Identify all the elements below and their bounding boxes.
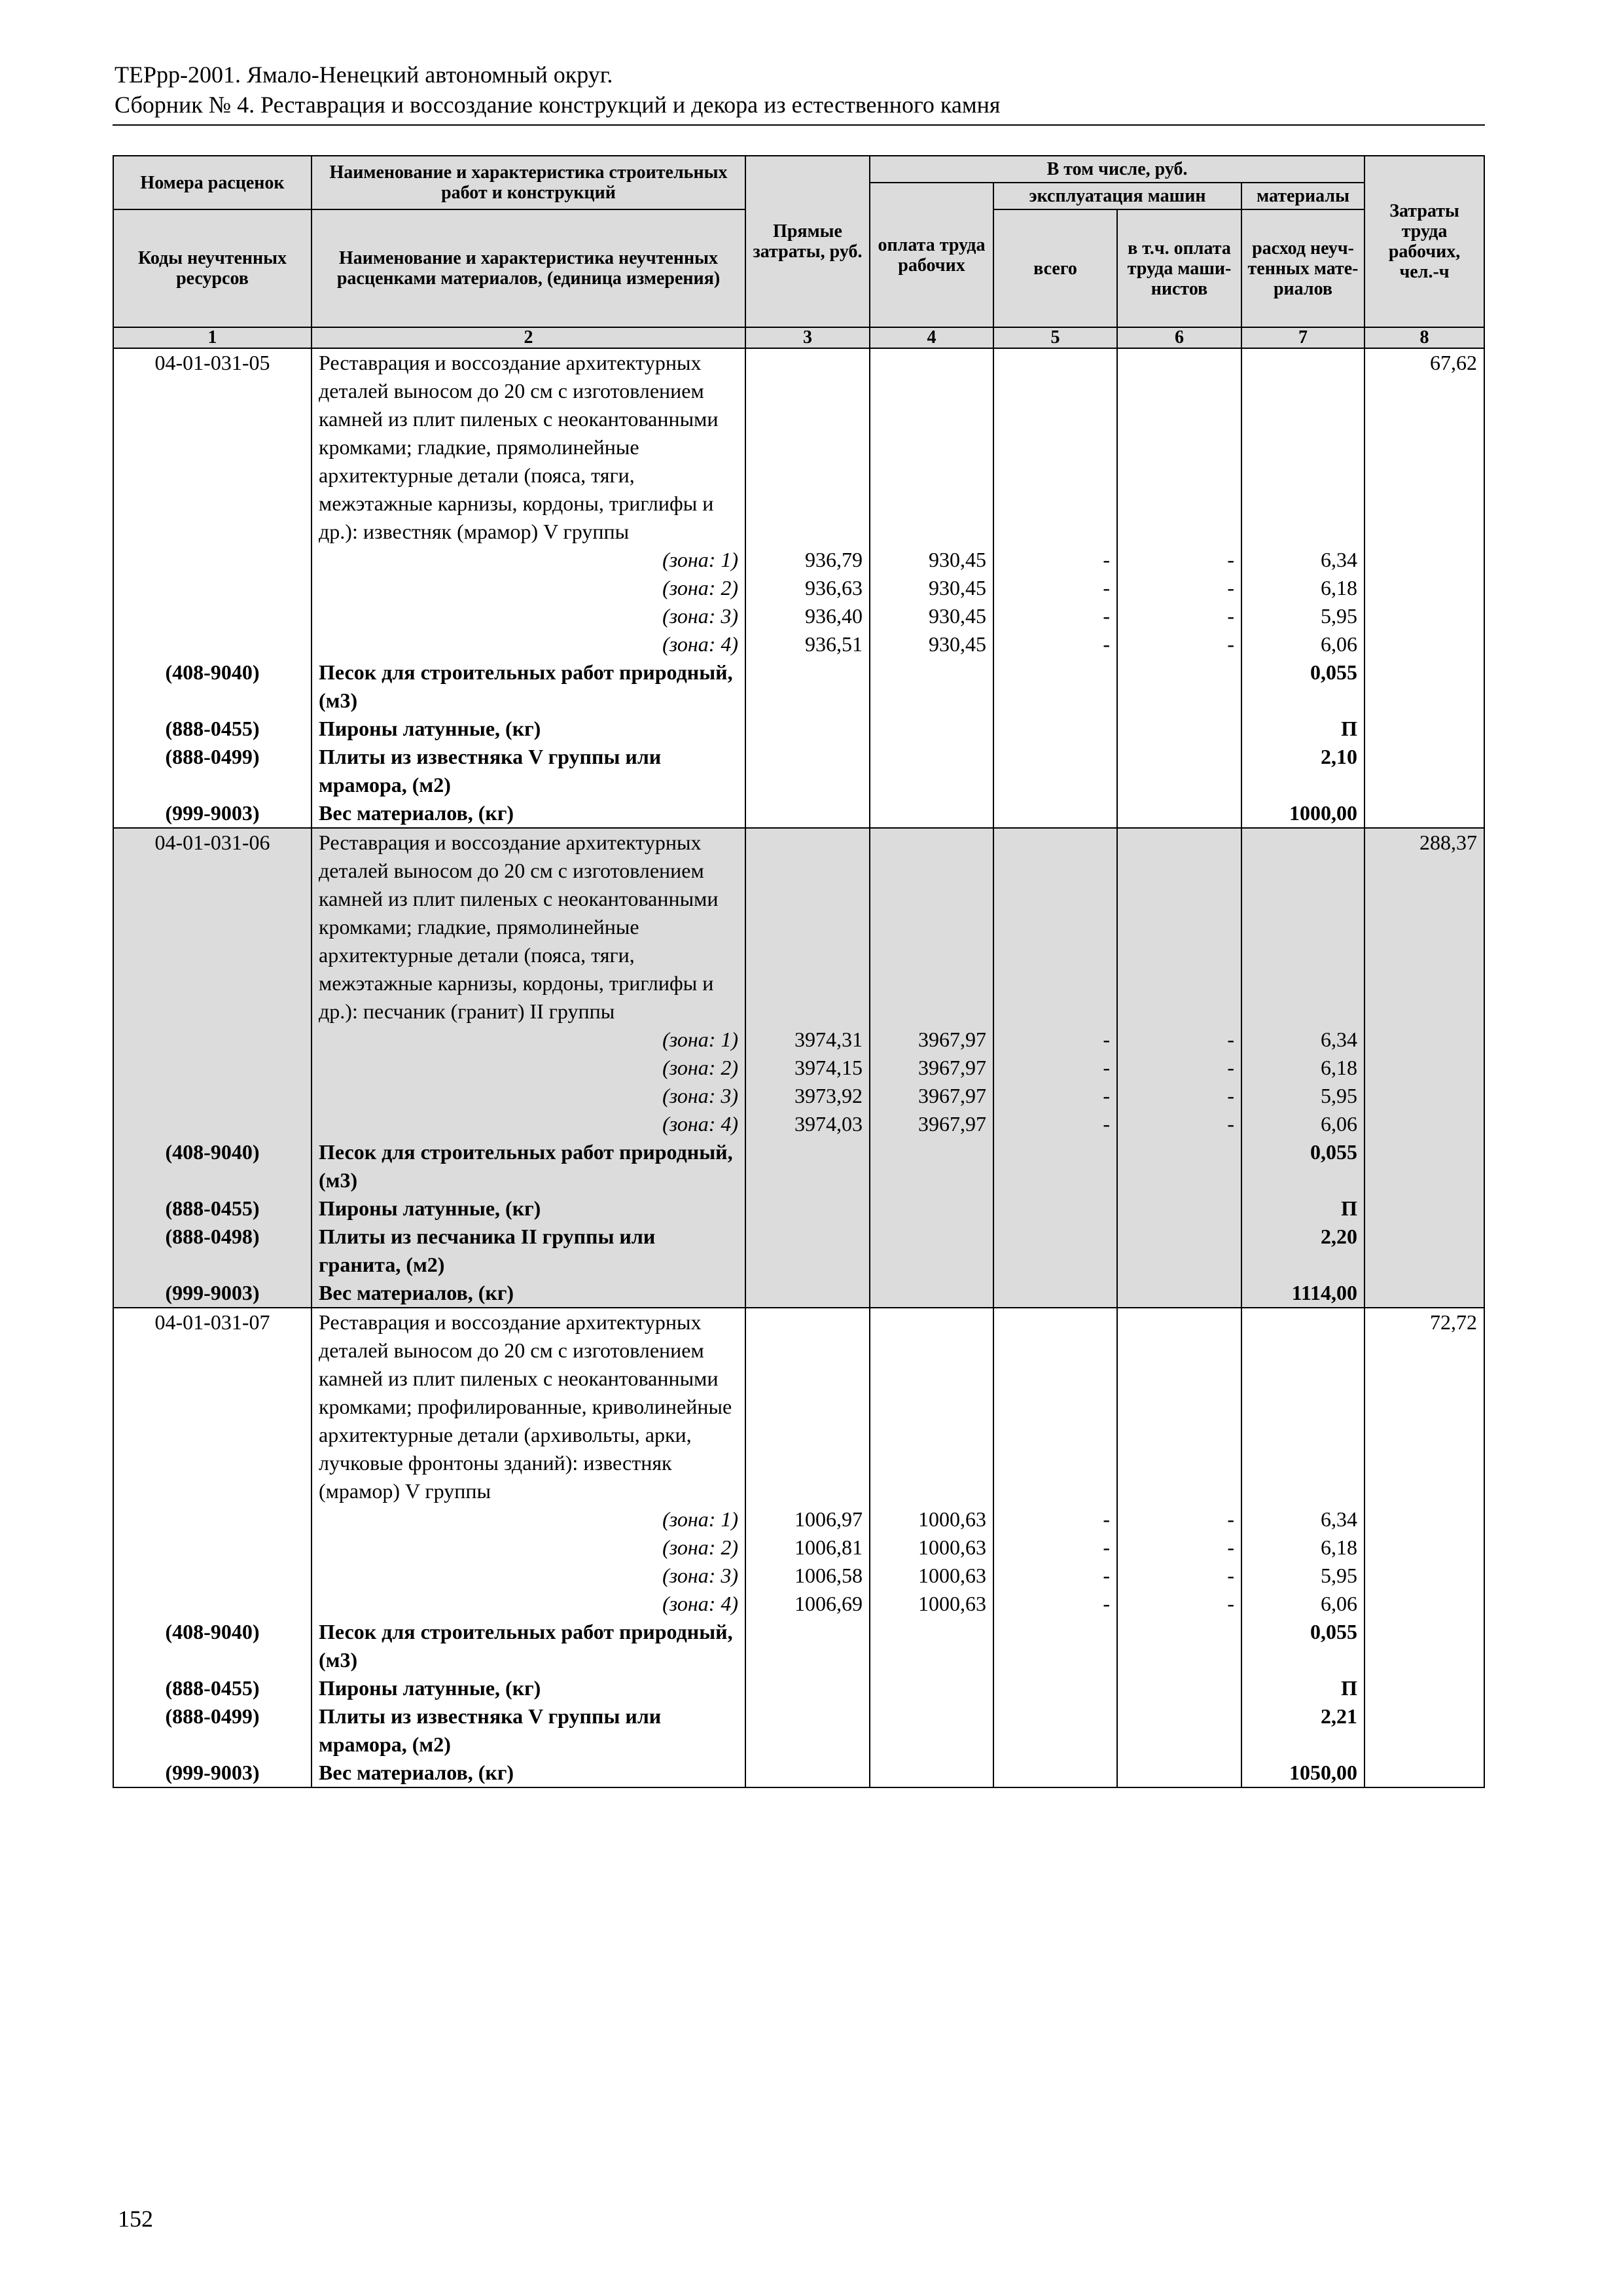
resource-code: (408-9040)	[113, 1138, 312, 1194]
worker-pay: 930,45	[870, 602, 993, 630]
machines-total: -	[993, 546, 1117, 574]
direct-cost: 3974,31	[745, 1026, 870, 1054]
empty-cell	[1117, 1194, 1241, 1223]
material-row	[113, 715, 1484, 743]
zone-row	[113, 630, 1484, 658]
material-consumption: 1114,00	[1241, 1279, 1364, 1308]
empty-cell	[1364, 1674, 1484, 1702]
zone-label: (зона: 4)	[312, 630, 745, 658]
material-row	[113, 1618, 1484, 1674]
worker-pay: 930,45	[870, 574, 993, 602]
zone-label: (зона: 1)	[312, 546, 745, 574]
empty-cell	[1364, 1759, 1484, 1787]
machinist-pay: -	[1117, 1054, 1241, 1082]
empty-cell	[745, 1279, 870, 1308]
empty-cell	[870, 1308, 993, 1505]
direct-cost: 1006,58	[745, 1562, 870, 1590]
machinist-pay: -	[1117, 1082, 1241, 1110]
resource-code: (408-9040)	[113, 1618, 312, 1674]
empty-cell	[870, 1674, 993, 1702]
worker-pay: 1000,63	[870, 1505, 993, 1534]
materials-cost: 6,06	[1241, 1110, 1364, 1138]
material-row	[113, 1194, 1484, 1223]
empty-cell	[1364, 1194, 1484, 1223]
empty-cell	[1241, 1308, 1364, 1505]
material-consumption: 2,10	[1241, 743, 1364, 799]
worker-pay: 930,45	[870, 546, 993, 574]
empty-cell	[1364, 1505, 1484, 1534]
empty-cell	[1364, 602, 1484, 630]
empty-cell	[1364, 630, 1484, 658]
empty-cell	[993, 799, 1117, 828]
direct-cost: 1006,97	[745, 1505, 870, 1534]
col-header-incl: В том числе, руб.	[870, 156, 1364, 183]
direct-cost: 3974,15	[745, 1054, 870, 1082]
empty-cell	[1364, 1618, 1484, 1674]
material-name: Вес материалов, (кг)	[312, 1759, 745, 1787]
resource-code: (888-0499)	[113, 743, 312, 799]
machines-total: -	[993, 1054, 1117, 1082]
empty-cell	[1241, 828, 1364, 1026]
rate-code: 04-01-031-06	[113, 828, 312, 1026]
empty-cell	[993, 715, 1117, 743]
materials-cost: 6,18	[1241, 1054, 1364, 1082]
empty-cell	[1364, 1138, 1484, 1194]
empty-cell	[1364, 1562, 1484, 1590]
empty-cell	[113, 1026, 312, 1054]
direct-cost: 3973,92	[745, 1082, 870, 1110]
empty-cell	[113, 602, 312, 630]
machines-total: -	[993, 1505, 1117, 1534]
empty-cell	[1117, 1279, 1241, 1308]
zone-label: (зона: 3)	[312, 602, 745, 630]
zone-row	[113, 1505, 1484, 1534]
materials-cost: 5,95	[1241, 602, 1364, 630]
empty-cell	[1364, 1223, 1484, 1279]
rate-record	[113, 1308, 1484, 1787]
zone-label: (зона: 4)	[312, 1110, 745, 1138]
rate-record	[113, 348, 1484, 828]
materials-cost: 6,34	[1241, 546, 1364, 574]
col-header-work-name: Наименование и характеристика строительных работ и конструкций	[312, 156, 745, 209]
empty-cell	[1117, 1674, 1241, 1702]
page-number: 152	[118, 2206, 153, 2232]
empty-cell	[993, 1759, 1117, 1787]
empty-cell	[1117, 1618, 1241, 1674]
empty-cell	[1117, 348, 1241, 546]
empty-cell	[993, 743, 1117, 799]
zone-row	[113, 1562, 1484, 1590]
labor-cost: 72,72	[1364, 1308, 1484, 1505]
zone-row	[113, 1082, 1484, 1110]
direct-cost: 936,40	[745, 602, 870, 630]
material-row	[113, 743, 1484, 799]
collection-title: Сборник № 4. Реставрация и воссоздание конструкций и декора из естественного камня	[115, 92, 1001, 118]
direct-cost: 936,51	[745, 630, 870, 658]
zone-row	[113, 1054, 1484, 1082]
resource-code: (888-0455)	[113, 1194, 312, 1223]
empty-cell	[870, 1223, 993, 1279]
empty-cell	[745, 1702, 870, 1759]
worker-pay: 1000,63	[870, 1562, 993, 1590]
empty-cell	[113, 1590, 312, 1618]
empty-cell	[1117, 715, 1241, 743]
zone-label: (зона: 2)	[312, 1054, 745, 1082]
empty-cell	[113, 1534, 312, 1562]
zone-label: (зона: 3)	[312, 1562, 745, 1590]
empty-cell	[1364, 1590, 1484, 1618]
labor-cost: 288,37	[1364, 828, 1484, 1026]
machinist-pay: -	[1117, 1534, 1241, 1562]
col-number: 5	[993, 327, 1117, 348]
empty-cell	[745, 799, 870, 828]
empty-cell	[1364, 743, 1484, 799]
rate-row	[113, 828, 1484, 1026]
empty-cell	[113, 1505, 312, 1534]
machinist-pay: -	[1117, 1505, 1241, 1534]
resource-code: (999-9003)	[113, 1759, 312, 1787]
material-consumption: П	[1241, 1194, 1364, 1223]
empty-cell	[1117, 1223, 1241, 1279]
empty-cell	[993, 828, 1117, 1026]
material-name: Песок для строительных работ природный, (м3)	[312, 1138, 745, 1194]
resource-code: (888-0455)	[113, 715, 312, 743]
document-title: ТЕРрр-2001. Ямало-Ненецкий автономный округ.	[115, 62, 613, 88]
empty-cell	[1364, 715, 1484, 743]
material-consumption: 2,21	[1241, 1702, 1364, 1759]
empty-cell	[993, 1194, 1117, 1223]
empty-cell	[745, 828, 870, 1026]
empty-cell	[870, 1279, 993, 1308]
machinist-pay: -	[1117, 574, 1241, 602]
worker-pay: 3967,97	[870, 1082, 993, 1110]
rate-code: 04-01-031-05	[113, 348, 312, 546]
zone-label: (зона: 3)	[312, 1082, 745, 1110]
empty-cell	[1117, 743, 1241, 799]
material-name: Пироны латунные, (кг)	[312, 1674, 745, 1702]
empty-cell	[745, 715, 870, 743]
material-row	[113, 1702, 1484, 1759]
material-row	[113, 1759, 1484, 1787]
empty-cell	[993, 1702, 1117, 1759]
empty-cell	[745, 1223, 870, 1279]
empty-cell	[745, 658, 870, 715]
empty-cell	[1117, 1759, 1241, 1787]
empty-cell	[993, 1279, 1117, 1308]
zone-label: (зона: 2)	[312, 1534, 745, 1562]
col-header-labor: Затраты труда рабочих, чел.-ч	[1364, 156, 1484, 327]
empty-cell	[1241, 348, 1364, 546]
empty-cell	[870, 658, 993, 715]
empty-cell	[1364, 658, 1484, 715]
col-header-resource-codes: Коды неучтенных ресурсов	[113, 209, 312, 327]
worker-pay: 3967,97	[870, 1110, 993, 1138]
material-consumption: П	[1241, 715, 1364, 743]
materials-cost: 5,95	[1241, 1082, 1364, 1110]
material-row	[113, 1279, 1484, 1308]
material-name: Песок для строительных работ природный, (м3)	[312, 1618, 745, 1674]
empty-cell	[1117, 799, 1241, 828]
worker-pay: 930,45	[870, 630, 993, 658]
direct-cost: 1006,69	[745, 1590, 870, 1618]
machinist-pay: -	[1117, 630, 1241, 658]
machines-total: -	[993, 1026, 1117, 1054]
empty-cell	[113, 1082, 312, 1110]
empty-cell	[1117, 1702, 1241, 1759]
zone-row	[113, 602, 1484, 630]
machinist-pay: -	[1117, 1026, 1241, 1054]
empty-cell	[113, 546, 312, 574]
empty-cell	[870, 1618, 993, 1674]
zone-label: (зона: 1)	[312, 1505, 745, 1534]
zone-row	[113, 546, 1484, 574]
material-name: Плиты из песчаника II группы или гранита, (м2)	[312, 1223, 745, 1279]
materials-cost: 6,34	[1241, 1505, 1364, 1534]
material-consumption: 1050,00	[1241, 1759, 1364, 1787]
direct-cost: 936,79	[745, 546, 870, 574]
materials-cost: 6,18	[1241, 574, 1364, 602]
zone-label: (зона: 2)	[312, 574, 745, 602]
col-header-consumption: расход неуч- тенных мате- риалов	[1241, 209, 1364, 327]
rates-table	[113, 155, 1485, 1788]
rate-record	[113, 828, 1484, 1308]
empty-cell	[1364, 1054, 1484, 1082]
labor-cost: 67,62	[1364, 348, 1484, 546]
machines-total: -	[993, 602, 1117, 630]
machines-total: -	[993, 1534, 1117, 1562]
col-header-total: всего	[993, 209, 1117, 327]
material-consumption: 0,055	[1241, 1618, 1364, 1674]
empty-cell	[870, 799, 993, 828]
col-number: 7	[1241, 327, 1364, 348]
resource-code: (999-9003)	[113, 1279, 312, 1308]
worker-pay: 1000,63	[870, 1534, 993, 1562]
material-row	[113, 799, 1484, 828]
machines-total: -	[993, 1590, 1117, 1618]
empty-cell	[745, 743, 870, 799]
empty-cell	[870, 1759, 993, 1787]
materials-cost: 6,18	[1241, 1534, 1364, 1562]
zone-row	[113, 574, 1484, 602]
col-header-direct-costs: Прямые затраты, руб.	[745, 156, 870, 327]
zone-row	[113, 1026, 1484, 1054]
empty-cell	[993, 658, 1117, 715]
empty-cell	[870, 1138, 993, 1194]
machinist-pay: -	[1117, 1110, 1241, 1138]
rate-code: 04-01-031-07	[113, 1308, 312, 1505]
machinist-pay: -	[1117, 546, 1241, 574]
empty-cell	[745, 1138, 870, 1194]
machines-total: -	[993, 630, 1117, 658]
col-number: 3	[745, 327, 870, 348]
resource-code: (999-9003)	[113, 799, 312, 828]
empty-cell	[1364, 1279, 1484, 1308]
empty-cell	[1364, 546, 1484, 574]
empty-cell	[1117, 1138, 1241, 1194]
rate-row	[113, 1308, 1484, 1505]
material-consumption: 1000,00	[1241, 799, 1364, 828]
empty-cell	[1117, 1308, 1241, 1505]
empty-cell	[745, 1618, 870, 1674]
empty-cell	[870, 1194, 993, 1223]
empty-cell	[745, 1308, 870, 1505]
worker-pay: 1000,63	[870, 1590, 993, 1618]
rate-row	[113, 348, 1484, 546]
material-name: Плиты из известняка V группы или мрамора, (м2)	[312, 743, 745, 799]
direct-cost: 1006,81	[745, 1534, 870, 1562]
worker-pay: 3967,97	[870, 1054, 993, 1082]
empty-cell	[1364, 799, 1484, 828]
empty-cell	[993, 1223, 1117, 1279]
col-header-machines: эксплуатация машин	[993, 183, 1241, 209]
materials-cost: 5,95	[1241, 1562, 1364, 1590]
resource-code: (408-9040)	[113, 658, 312, 715]
empty-cell	[993, 1618, 1117, 1674]
material-name: Вес материалов, (кг)	[312, 799, 745, 828]
direct-cost: 3974,03	[745, 1110, 870, 1138]
empty-cell	[113, 574, 312, 602]
col-number: 6	[1117, 327, 1241, 348]
col-number: 1	[113, 327, 312, 348]
empty-cell	[745, 348, 870, 546]
zone-row	[113, 1110, 1484, 1138]
material-consumption: 0,055	[1241, 1138, 1364, 1194]
material-row	[113, 1674, 1484, 1702]
empty-cell	[745, 1674, 870, 1702]
material-name: Плиты из известняка V группы или мрамора, (м2)	[312, 1702, 745, 1759]
resource-code: (888-0499)	[113, 1702, 312, 1759]
empty-cell	[113, 1110, 312, 1138]
resource-code: (888-0455)	[113, 1674, 312, 1702]
materials-cost: 6,34	[1241, 1026, 1364, 1054]
rate-description: Реставрация и воссоздание архитектурных деталей выносом до 20 см с изготовлением камней из плит пиленых с неокантованными кромками; профилированные, криволинейные архитектурные детали (архивольты, арки, лучковые фронтоны зданий): известняк (мрамор) V группы	[312, 1308, 745, 1505]
rate-description: Реставрация и воссоздание архитектурных деталей выносом до 20 см с изготовлением камней из плит пиленых с неокантованными кромками; гладкие, прямолинейные архитектурные детали (пояса, тяги, межэтажные карнизы, кордоны, триглифы и др.): песчаник (гранит) II группы	[312, 828, 745, 1026]
zone-row	[113, 1590, 1484, 1618]
material-row	[113, 1138, 1484, 1194]
machinist-pay: -	[1117, 602, 1241, 630]
empty-cell	[1364, 1702, 1484, 1759]
empty-cell	[113, 1562, 312, 1590]
material-name: Пироны латунные, (кг)	[312, 1194, 745, 1223]
machinist-pay: -	[1117, 1562, 1241, 1590]
col-header-worker-pay: оплата труда рабочих	[870, 183, 993, 327]
empty-cell	[1364, 1110, 1484, 1138]
empty-cell	[113, 1054, 312, 1082]
empty-cell	[1364, 574, 1484, 602]
zone-label: (зона: 4)	[312, 1590, 745, 1618]
empty-cell	[870, 1702, 993, 1759]
empty-cell	[993, 1674, 1117, 1702]
material-name: Пироны латунные, (кг)	[312, 715, 745, 743]
table-header	[113, 156, 1484, 348]
col-header-rate-numbers: Номера расценок	[113, 156, 312, 209]
empty-cell	[870, 348, 993, 546]
empty-cell	[745, 1759, 870, 1787]
zone-row	[113, 1534, 1484, 1562]
material-name: Песок для строительных работ природный, (м3)	[312, 658, 745, 715]
empty-cell	[870, 743, 993, 799]
empty-cell	[993, 348, 1117, 546]
material-consumption: 2,20	[1241, 1223, 1364, 1279]
zone-label: (зона: 1)	[312, 1026, 745, 1054]
empty-cell	[870, 715, 993, 743]
worker-pay: 3967,97	[870, 1026, 993, 1054]
empty-cell	[113, 630, 312, 658]
col-header-materials: материалы	[1241, 183, 1364, 209]
machines-total: -	[993, 1082, 1117, 1110]
machinist-pay: -	[1117, 1590, 1241, 1618]
empty-cell	[1117, 828, 1241, 1026]
resource-code: (888-0498)	[113, 1223, 312, 1279]
machines-total: -	[993, 574, 1117, 602]
materials-cost: 6,06	[1241, 1590, 1364, 1618]
empty-cell	[993, 1308, 1117, 1505]
col-header-unaccounted-name: Наименование и характеристика неучтенных расценками материалов, (единица измерения)	[312, 209, 745, 327]
material-row	[113, 658, 1484, 715]
col-number: 8	[1364, 327, 1484, 348]
empty-cell	[1364, 1534, 1484, 1562]
empty-cell	[870, 828, 993, 1026]
material-row	[113, 1223, 1484, 1279]
material-consumption: 0,055	[1241, 658, 1364, 715]
rate-description: Реставрация и воссоздание архитектурных деталей выносом до 20 см с изготовлением камней из плит пиленых с неокантованными кромками; гладкие, прямолинейные архитектурные детали (пояса, тяги, межэтажные карнизы, кордоны, триглифы и др.): известняк (мрамор) V группы	[312, 348, 745, 546]
direct-cost: 936,63	[745, 574, 870, 602]
empty-cell	[993, 1138, 1117, 1194]
empty-cell	[1364, 1026, 1484, 1054]
material-consumption: П	[1241, 1674, 1364, 1702]
empty-cell	[1364, 1082, 1484, 1110]
material-name: Вес материалов, (кг)	[312, 1279, 745, 1308]
machines-total: -	[993, 1110, 1117, 1138]
materials-cost: 6,06	[1241, 630, 1364, 658]
machines-total: -	[993, 1562, 1117, 1590]
col-number: 2	[312, 327, 745, 348]
empty-cell	[1117, 658, 1241, 715]
col-header-machinist-pay: в т.ч. оплата труда маши- нистов	[1117, 209, 1241, 327]
empty-cell	[745, 1194, 870, 1223]
header-rule	[113, 124, 1485, 126]
col-number: 4	[870, 327, 993, 348]
